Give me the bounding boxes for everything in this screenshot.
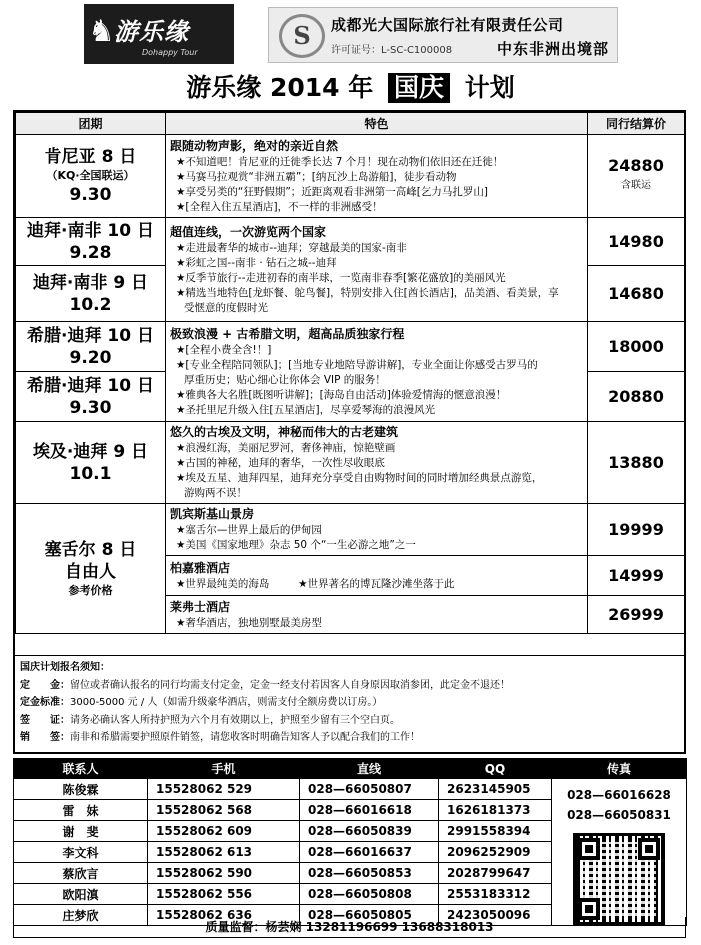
group-name: 肯尼亚 8 日 [44,147,137,167]
price-cell [588,504,685,556]
contact-line: 028—66050807 [300,779,439,800]
contact-mobile: 15528062 590 [148,863,300,884]
contact-name: 谢 斐 [14,821,148,842]
feature-item: ★走进最奢华的城市--迪拜；穿越最美的国家-南非 [176,241,407,254]
contact-line: 028—66050839 [300,821,439,842]
logo-left-subtitle: Dohappy Tour [142,48,198,57]
contact-name: 李文科 [14,842,148,863]
contact-qq: 1626181373 [439,800,552,821]
department-name: 中东非洲出境部 [496,40,609,58]
title-post: 计划 [464,73,515,102]
notice-text: 留位或者确认报名的同行均需支付定金，定金一经支付若因客人自身原因取消参团，此定金不退还！ [70,679,510,691]
group-cell [16,422,166,504]
contact-name: 欧阳滇 [14,884,148,905]
notice-line [20,712,679,730]
price-value: 26999 [608,604,664,624]
logo-left-text: 游乐缘 [114,18,189,46]
group-cell [16,372,166,422]
contact-qq: 2028799647 [439,863,552,884]
feature-item: ★[全程小费全含!！] [176,343,272,356]
feature-cell [166,504,588,556]
group-date: 10.1 [69,463,112,484]
group-cell [16,504,166,634]
notice-label: 签 证： [20,714,70,726]
contact-line: 028—66050853 [300,863,439,884]
feature-cell [166,218,588,322]
price-value: 14680 [608,283,664,303]
table-row [16,504,685,556]
notice-label: 定金标准： [20,697,70,708]
price-note: 含联运 [621,180,651,191]
group-note: 参考价格 [68,584,113,597]
table-row [16,135,685,218]
company-banner [268,7,618,63]
feature-cell [166,135,588,218]
feature-item: ★奢华酒店，独地别墅最美房型 [176,616,322,629]
group-sub: （KQ·全国联运） [46,169,135,182]
feature-item: ★不知道吧！肯尼亚的迁徙季长达 7 个月！现在动物们依旧还在迁徙！ [176,155,504,168]
group-cell [16,135,166,218]
contact-line: 028—66050805 [300,905,439,926]
feature-item: ★精选当地特色[龙虾餐、鸵鸟餐]，特别安排入住[酋长酒店]，品美酒、看美景，享 [176,286,559,299]
group-name: 希腊·迪拜 10 日 [27,375,154,396]
plan-table-header [16,113,685,135]
feature-item: ★雅典各大名胜[既图听讲解]；[海岛自由活动]体验爱情海的惬意浪漫！ [176,388,507,401]
price-cell [588,135,685,218]
qr-finder [638,838,660,860]
table-row [16,422,685,504]
feature-item: ★世界最纯美的海岛 [176,577,270,590]
company-name: 成都光大国际旅行社有限责任公司 [331,16,564,34]
price-cell [588,596,685,634]
price-value: 19999 [608,519,664,539]
hotel-name: 柏嘉雅酒店 [170,560,231,575]
contact-mobile: 15528062 636 [148,905,300,926]
group-cell [16,266,166,322]
qr-finder [578,898,600,920]
feature-item: ★享受另类的“狂野假期”；近距离观看非洲第一高峰[乞力马扎罗山] [176,185,488,198]
group-name: 希腊·迪拜 10 日 [27,325,154,346]
feature-item: ★美国《国家地理》杂志 50 个“一生必游之地”之一 [176,539,416,551]
contact-name: 庄梦欣 [14,905,148,926]
group-date: 9.28 [69,242,112,263]
price-cell [588,556,685,596]
feature-item: ★浪漫红海，美丽尼罗河，奢侈神庙，惊艳壁画 [176,442,396,454]
contact-section [13,758,686,938]
group-date: 10.2 [69,294,112,315]
contact-qq: 2553183312 [439,884,552,905]
price-cell [588,266,685,322]
contact-table [13,758,687,926]
feature-title: 跟随动物声影，绝对的亲近自然 [170,138,339,153]
group-date: 9.20 [69,347,112,368]
fax-number: 028—66016628 [567,788,671,802]
contact-line: 028—66016618 [300,800,439,821]
feature-cell [166,556,588,596]
table-row [16,322,685,372]
hotel-name: 凯宾斯基山景房 [170,507,255,521]
feature-item-cont: 厚重历史；贴心细心让你体会 VIP 的服务！ [184,373,386,386]
contact-line: 028—66050808 [300,884,439,905]
group-date: 9.30 [69,397,112,418]
feature-cell [166,322,588,422]
title-highlight: 国庆 [388,73,450,103]
contact-mobile: 15528062 556 [148,884,300,905]
feature-cell [166,422,588,504]
plan-table [15,112,685,634]
page-header [0,0,701,68]
group-name: 迪拜·南非 9 日 [32,272,149,293]
notice-label: 销 签： [20,732,70,743]
company-seal-icon: S [279,14,325,58]
registration-notice [15,655,684,752]
price-value: 24880 [608,156,664,175]
feature-item-cont: 游购两不误！ [184,487,247,499]
feature-title: 超值连线，一次游览两个国家 [170,224,327,239]
col-header-mobile: 手机 [148,759,300,779]
contact-qq: 2623145905 [439,779,552,800]
feature-item: ★世界著名的博瓦隆沙滩坐落于此 [298,577,455,590]
contact-name: 蔡欣言 [14,863,148,884]
price-value: 14980 [608,231,664,251]
feature-item-cont: 受惬意的度假时光 [184,301,268,314]
group-cell [16,322,166,372]
col-header-line: 直线 [300,759,439,779]
hotel-name: 莱弗士酒店 [170,599,231,614]
license-number: 许可证号：L-SC-C100008 [331,45,453,56]
page-title [0,68,701,108]
notice-line [20,694,679,712]
table-row [16,218,685,266]
qr-finder [578,838,600,860]
group-name: 埃及·迪拜 9 日 [32,441,149,462]
group-sub: 自由人 [65,562,116,582]
contact-table-header [14,759,687,779]
feature-item: ★埃及五星、迪拜四星，迪拜充分享受自由购物时间的同时增加经典景点游览， [176,472,543,484]
notice-text: 南非和希腊需要护照原件销签，请您收客时明确告知客人予以配合我们的工作！ [70,732,420,743]
col-header-date: 团期 [16,113,166,135]
group-cell [16,218,166,266]
price-cell [588,422,685,504]
contact-mobile: 15528062 529 [148,779,300,800]
price-value: 14999 [608,565,664,585]
contact-qq: 2096252909 [439,842,552,863]
price-value: 13880 [608,452,664,472]
feature-title: 悠久的古埃及文明，神秘而伟大的古老建筑 [170,425,399,439]
quality-supervision: 质量监督：杨芸娴 13281196699 13688318013 [13,917,686,938]
group-date: 9.30 [69,185,112,205]
contact-row [14,779,687,800]
dancer-figure-icon: ♞ [88,14,115,49]
feature-item-pair [170,577,583,592]
contact-name: 雷 妹 [14,800,148,821]
feature-item: ★[全程入住五星酒店]，不一样的非洲感受！ [176,200,383,213]
contact-mobile: 15528062 609 [148,821,300,842]
notice-line [20,729,679,747]
col-header-qq: QQ [439,759,552,779]
qr-code-icon [573,833,665,925]
col-header-price: 同行结算价 [588,113,685,135]
feature-cell [166,596,588,634]
price-cell [588,218,685,266]
feature-item: ★[专业全程陪同领队]；[当地专业地陪导游讲解]，专业全面让你感受古罗马的 [176,358,538,371]
price-cell [588,372,685,422]
group-name: 塞舌尔 8 日 [44,540,137,560]
col-header-feature: 特色 [166,113,588,135]
feature-title: 极致浪漫 + 古希腊文明，超高品质独家行程 [170,326,405,341]
feature-item: ★马赛马拉观赏“非洲五霸”；[纳瓦沙上岛游船]，徒步看动物 [176,170,457,183]
contact-mobile: 15528062 613 [148,842,300,863]
contact-name: 陈俊霖 [14,779,148,800]
price-value: 18000 [608,336,664,356]
contact-qq: 2991558394 [439,821,552,842]
fax-number: 028—66050831 [567,808,671,822]
group-name: 迪拜·南非 10 日 [27,220,154,241]
feature-item: ★彩虹之国--南非 · 钻石之城--迪拜 [176,256,337,269]
feature-item: ★圣托里尼升级入住[五星酒店]，尽享爱琴海的浪漫风光 [176,403,436,416]
col-header-fax: 传真 [552,759,687,779]
notice-text: 3000-5000 元 / 人（如需升级豪华酒店，则需支付全额房费以订房。） [70,697,383,708]
price-cell [588,322,685,372]
contact-line: 028—66016637 [300,842,439,863]
youleyuan-logo [84,4,234,64]
feature-item: ★塞舌尔—世界上最后的伊甸园 [176,524,322,536]
title-pre: 游乐缘 2014 年 [186,73,374,102]
notice-text: 请务必确认客人所持护照为六个月有效期以上，护照至少留有三个空白页。 [70,714,400,726]
notice-label: 定 金： [20,679,70,691]
contact-qq: 2423050096 [439,905,552,926]
feature-item: ★古国的神秘，迪拜的奢华，一次性尽收眼底 [176,457,385,469]
notice-line [20,677,679,695]
plan-panel [13,110,686,754]
contact-mobile: 15528062 568 [148,800,300,821]
col-header-contact: 联系人 [14,759,148,779]
feature-item: ★反季节旅行--走进初春的南半球，一览南非春季[繁花盛放]的美丽风光 [176,271,506,284]
fax-cell [552,779,687,926]
price-value: 20880 [608,386,664,406]
notice-heading: 国庆计划报名须知： [20,662,110,673]
